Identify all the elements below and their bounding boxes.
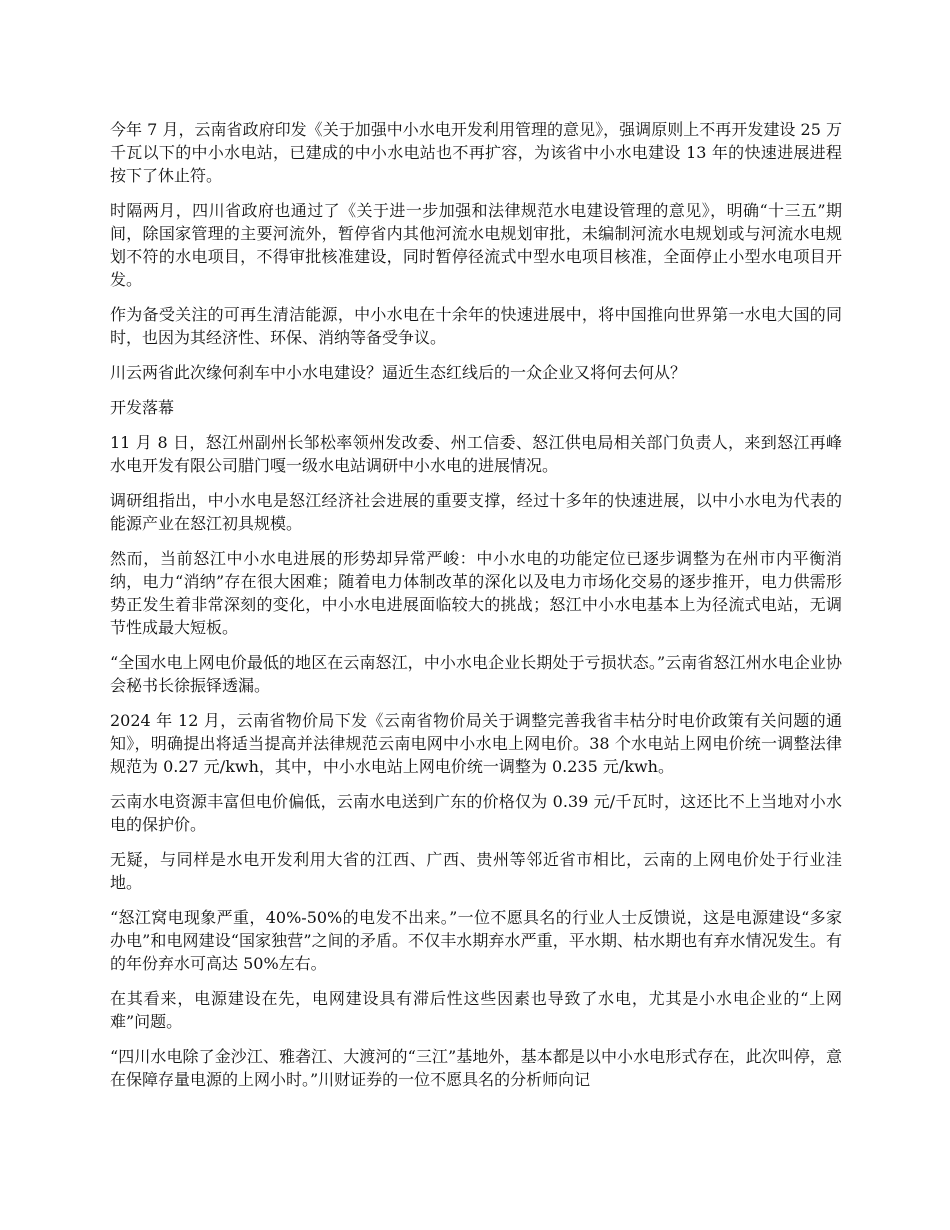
paragraph: “四川水电除了金沙江、雅砻江、大渡河的“三江”基地外，基本都是以中小水电形式存在，此次叫停，意在保障存量电源的上网小时。”川财证券的一位不愿具名的分析师向记 [110, 1047, 842, 1089]
paragraph: 调研组指出，中小水电是怒江经济社会进展的重要支撑，经过十多年的快速进展，以中小水电为代表的能源产业在怒江初具规模。 [110, 491, 842, 533]
document-page [110, 118, 842, 1103]
paragraph: 无疑，与同样是水电开发利用大省的江西、广西、贵州等邻近省市相比，云南的上网电价处于行业洼地。 [110, 850, 842, 892]
paragraph: 时隔两月，四川省政府也通过了《关于进一步加强和法律规范水电建设管理的意见》，明确“十三五”期间，除国家管理的主要河流外，暂停省内其他河流水电规划审批，未编制河流水电规划或与河流水电规划不符的水电项目，不得审批核准建设，同时暂停径流式中型水电项目核准，全面停止小型水电项目开发。 [110, 201, 842, 289]
paragraph: 然而，当前怒江中小水电进展的形势却异常严峻：中小水电的功能定位已逐步调整为在州市内平衡消纳，电力“消纳”存在很大困难；随着电力体制改革的深化以及电力市场化交易的逐步推开，电力供需形势正发生着非常深刻的变化，中小水电进展面临较大的挑战；怒江中小水电基本上为径流式电站，无调节性成最大短板。 [110, 549, 842, 637]
section-heading: 开发落幕 [110, 398, 175, 417]
paragraph: 今年 7 月，云南省政府印发《关于加强中小水电开发利用管理的意见》，强调原则上不再开发建设 25 万千瓦以下的中小水电站，已建成的中小水电站也不再扩容，为该省中小水电建设 13 年的快速进展进程按下了休止符。 [110, 120, 842, 185]
paragraph: 2024 年 12 月，云南省物价局下发《云南省物价局关于调整完善我省丰枯分时电价政策有关问题的通知》，明确提出将适当提高并法律规范云南电网中小水电上网电价。38 个水电站上网电价统一调整法律规范为 0.27 元/kwh，其中，中小水电站上网电价统一调整为 0.235 元/kwh。 [110, 711, 842, 776]
paragraph: 作为备受关注的可再生清洁能源，中小水电在十余年的快速进展中，将中国推向世界第一水电大国的同时，也因为其经济性、环保、消纳等备受争议。 [110, 305, 842, 347]
paragraph: 在其看来，电源建设在先，电网建设具有滞后性这些因素也导致了水电，尤其是小水电企业的“上网难”问题。 [110, 989, 842, 1031]
paragraph: 11 月 8 日，怒江州副州长邹松率领州发改委、州工信委、怒江供电局相关部门负责人，来到怒江再峰水电开发有限公司腊门嘎一级水电站调研中小水电的进展情况。 [110, 433, 842, 475]
paragraph: “全国水电上网电价最低的地区在云南怒江，中小水电企业长期处于亏损状态。”云南省怒江州水电企业协会秘书长徐振铎透漏。 [110, 653, 842, 695]
paragraph: 云南水电资源丰富但电价偏低，云南水电送到广东的价格仅为 0.39 元/千瓦时，这还比不上当地对小水电的保护价。 [110, 792, 842, 834]
paragraph: 川云两省此次缘何刹车中小水电建设？逼近生态红线后的一众企业又将何去何从？ [110, 363, 687, 382]
paragraph: “怒江窝电现象严重，40%-50%的电发不出来。”一位不愿具名的行业人士反馈说，这是电源建设“多家办电”和电网建设“国家独营”之间的矛盾。不仅丰水期弃水严重，平水期、枯水期也有弃水情况发生。有的年份弃水可高达 50%左右。 [110, 908, 842, 973]
